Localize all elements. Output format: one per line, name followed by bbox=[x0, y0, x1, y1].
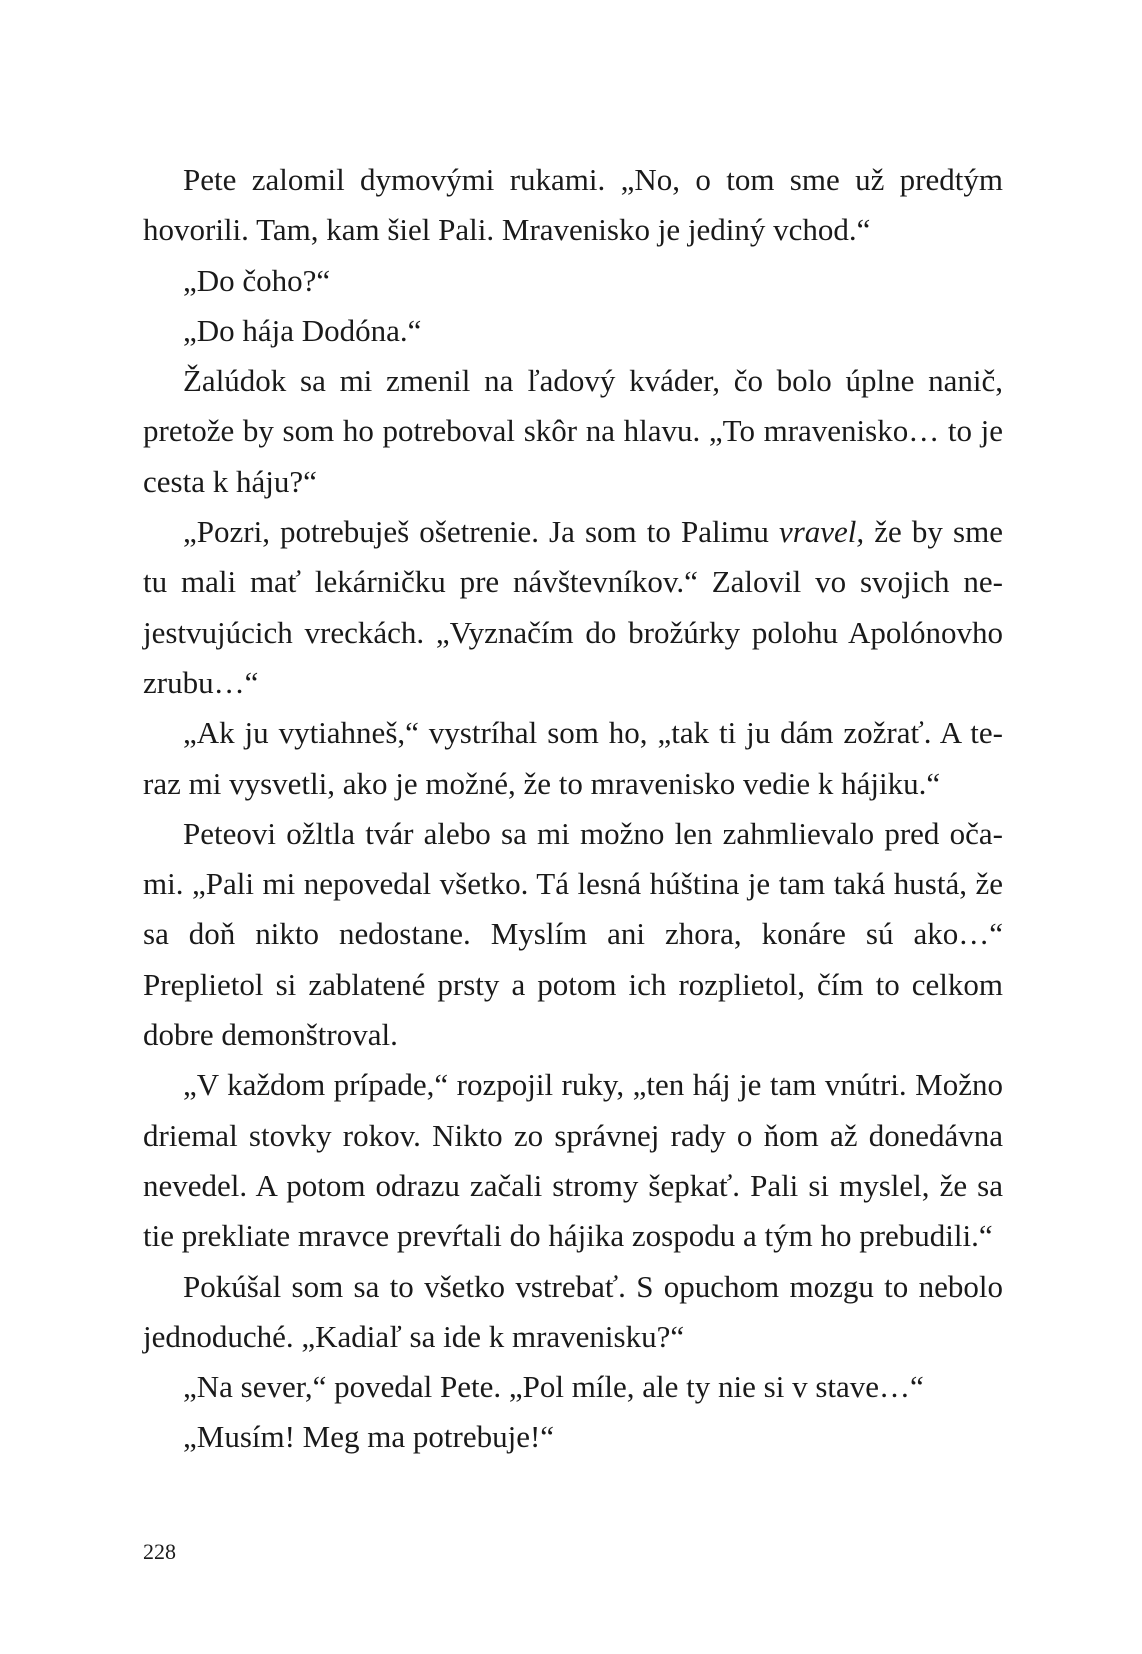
paragraph: „Do hája Dodóna.“ bbox=[183, 312, 422, 348]
paragraph-text: „Pozri, potrebuješ ošetrenie. Ja som to Palimu bbox=[183, 514, 779, 550]
paragraph: „Ak ju vytiahneš,“ vystríhal som ho, „tak ti ju dám zožrať. A teraz mi vysvetli, ako je možné, že to mravenisko vedie k hájiku.“ bbox=[143, 715, 1003, 801]
paragraph: „Do čoho?“ bbox=[183, 262, 331, 298]
paragraph: „Musím! Meg ma potrebuje!“ bbox=[183, 1419, 555, 1455]
paragraph: Pete zalomil dymovými rukami. „No, o tom sme už predtým hovorili. Tam, kam šiel Pali. Mravenisko je jediný vchod.“ bbox=[143, 162, 1003, 248]
paragraph: „Na sever,“ povedal Pete. „Pol míle, ale ty nie si v stave…“ bbox=[183, 1369, 924, 1405]
paragraph-text: že by sme tu mali mať lekárničku pre návštevníkov.“ Zalovil vo svojich nejestvujúcich vreckách. „Vyznačím do brožúrky polohu Apolónovho zrubu…“ bbox=[143, 514, 1003, 700]
paragraph: Pokúšal som sa to všetko vstrebať. S opuchom mozgu to nebolo jednoduché. „Kadiaľ sa ide k mravenisku?“ bbox=[143, 1268, 1003, 1354]
paragraph: Žalúdok sa mi zmenil na ľadový kváder, čo bolo úplne nanič, pretože by som ho potreboval skôr na hlavu. „To mravenisko… to je cesta k háju?“ bbox=[143, 363, 1003, 499]
paragraph: Peteovi ožltla tvár alebo sa mi možno len zahmlievalo pred očami. „Pali mi nepovedal všetko. Tá lesná húština je tam taká hustá, že sa doň nikto nedostane. Myslím ani zhora, konáre sú ako…“ Preplietol si zablatené prsty a potom ich rozplietol, čím to celkom dobre demonštroval. bbox=[143, 815, 1003, 1053]
paragraph: „V každom prípade,“ rozpojil ruky, „ten háj je tam vnútri. Možno driemal stovky rokov. Nikto zo správnej rady o ňom až donedávna nevedel. A potom odrazu začali stromy šepkať. Pali si myslel, že sa tie prekliate mravce prevŕtali do hájika zospodu a tým ho prebudili.“ bbox=[143, 1067, 1003, 1254]
body-text bbox=[143, 155, 1003, 1463]
italic-emphasis: vravel, bbox=[778, 514, 865, 550]
paragraph bbox=[143, 507, 1003, 708]
page-number: 228 bbox=[143, 1539, 176, 1564]
